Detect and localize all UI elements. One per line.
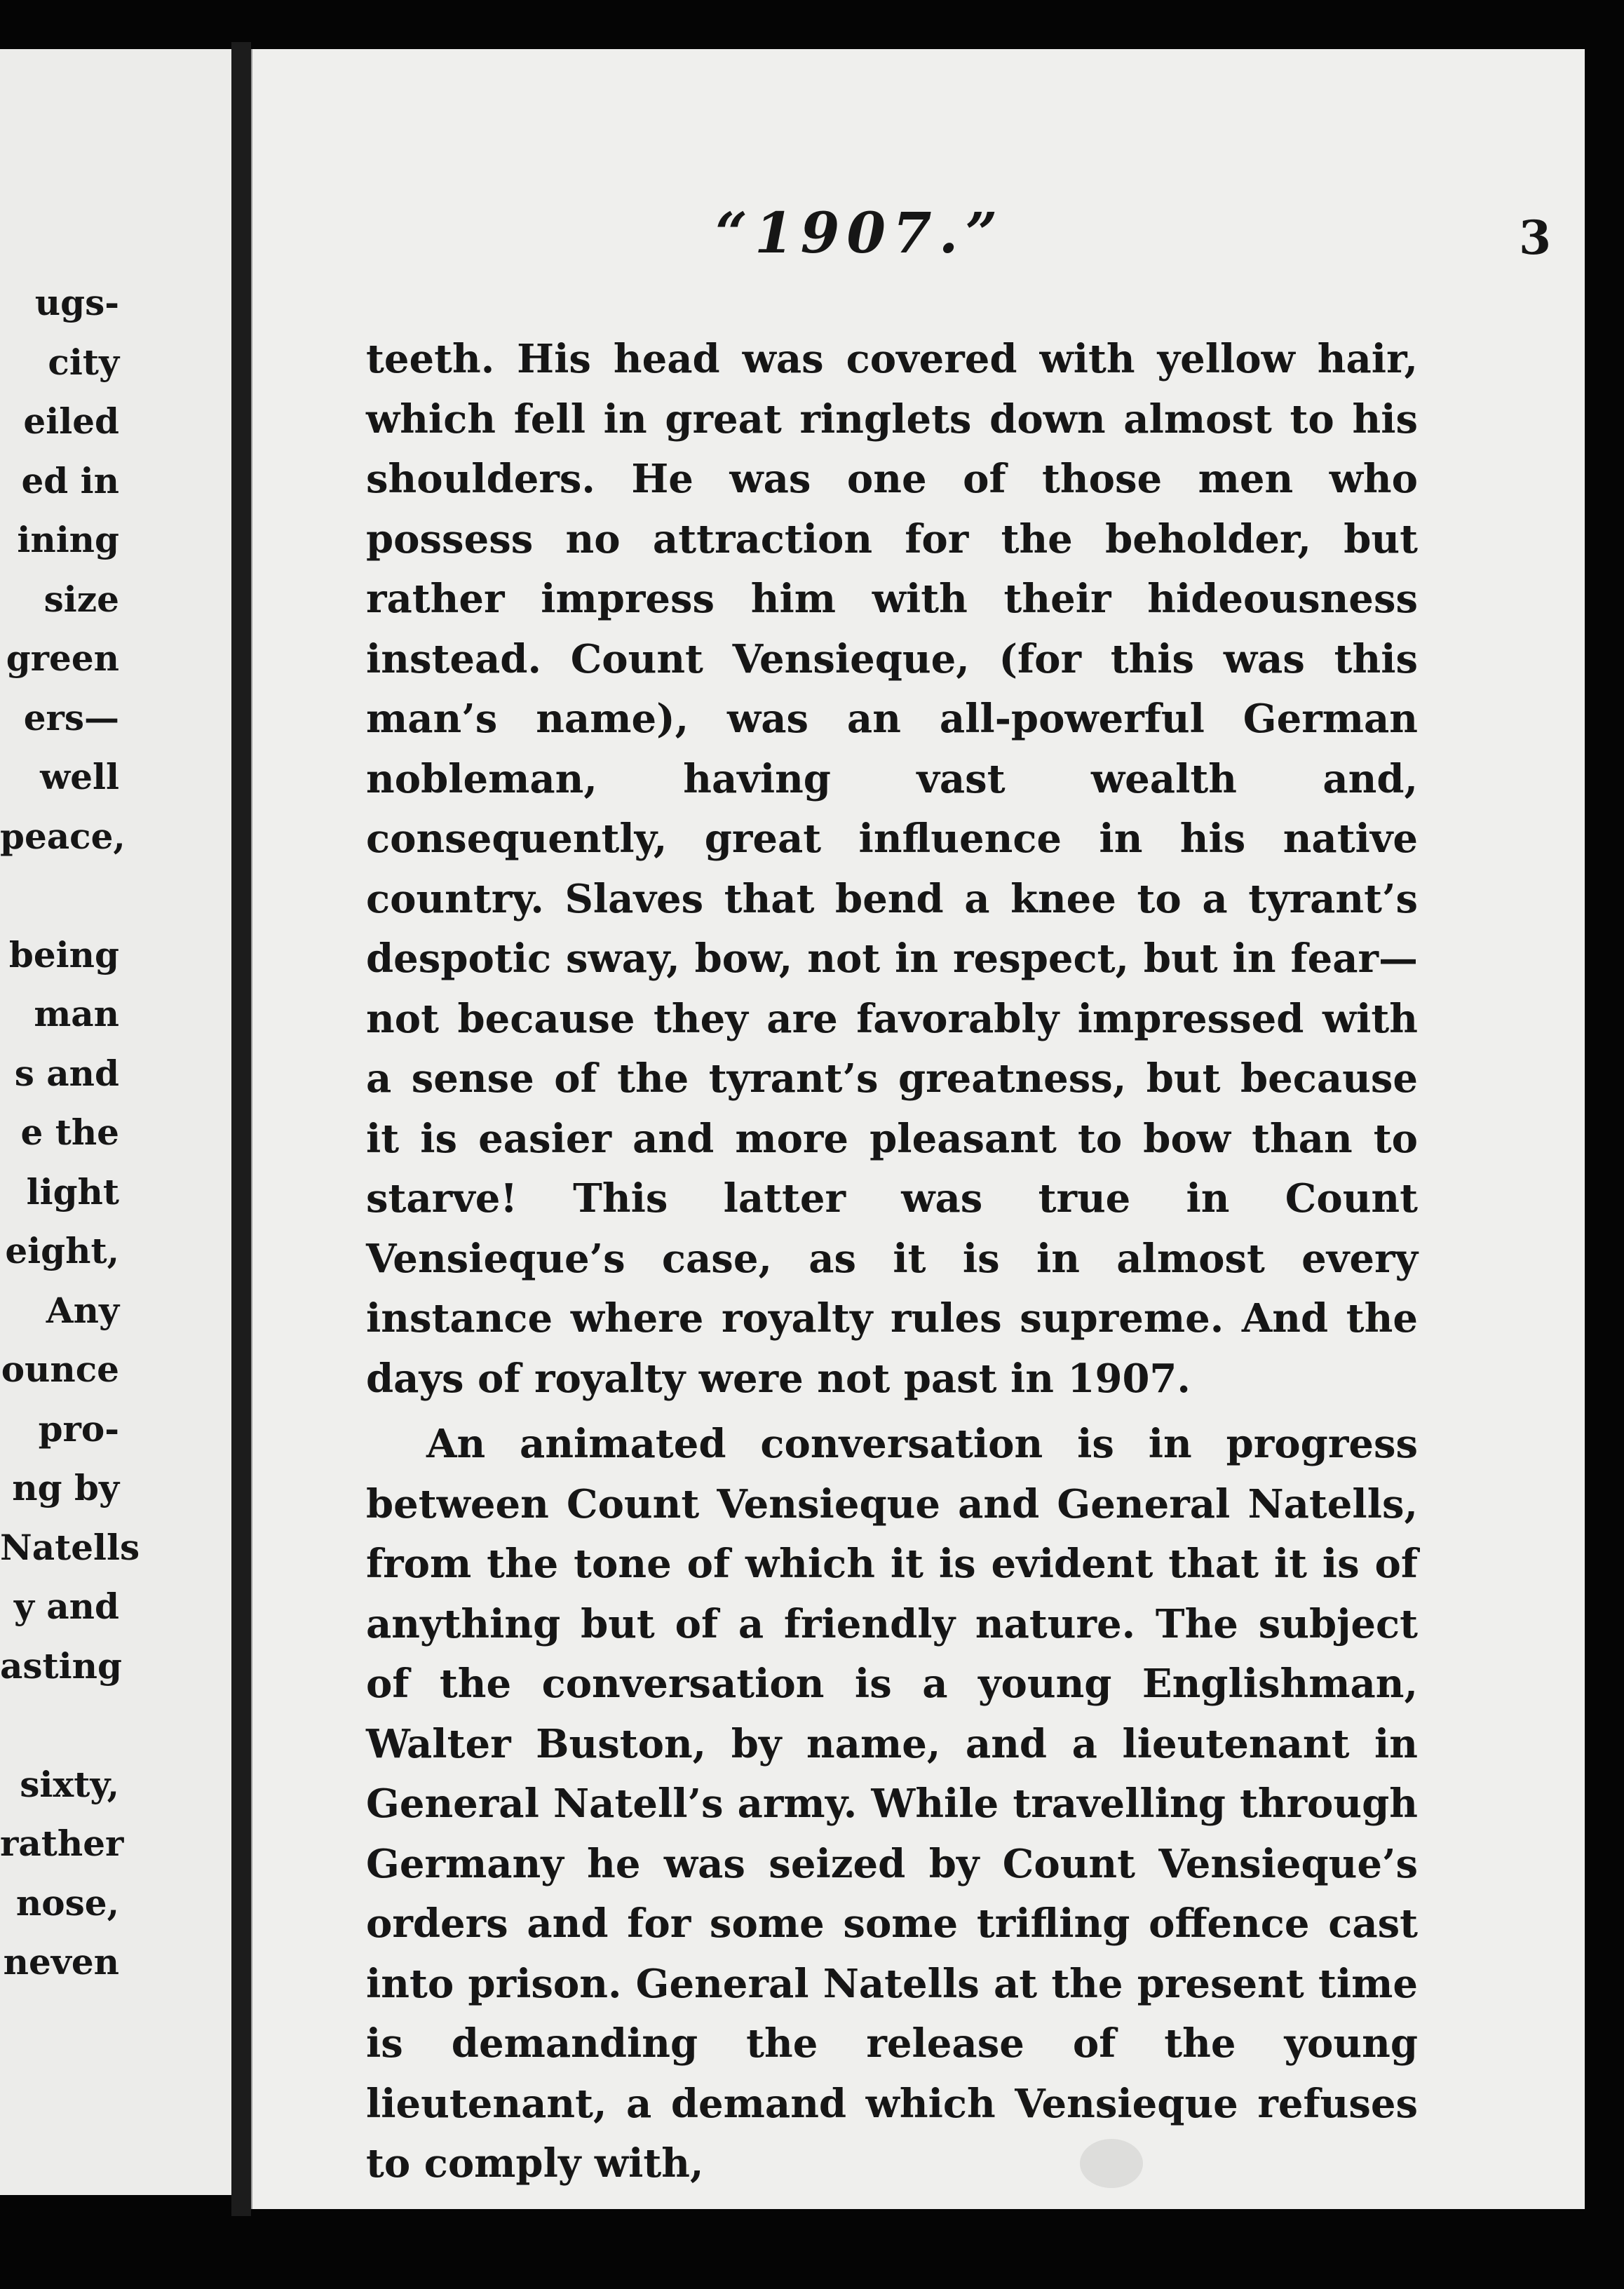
paragraph: teeth. His head was covered with yellow hair, which fell in great ringlets down almost to his shoulders. He was one of those men who possess no attraction for the beholder, but rather impress him with their hideousness instead. Count Vensieque, (for this was this man’s name), was an all-powerful German nobleman, having vast wealth and, consequently, great influence in his native country. Slaves that bend a knee to a tyrant’s despotic sway, bow, not in respect, but in fear—not because they are favorably impressed with a sense of the tyrant’s greatness, but because it is easier and more pleasant to bow than to starve! This latter was true in Count Vensieque’s case, as it is in almost every instance where royalty rules supreme. And the days of royalty were not past in 1907. [366,336,1418,1402]
left-fragment-line: green [6,637,119,679]
left-fragment-line: nose, [15,1882,119,1924]
left-fragment-line: e the [20,1112,119,1153]
left-fragment-line: ng by [12,1467,119,1508]
left-fragment-line: pro- [38,1407,119,1450]
left-page-text-fragments [0,274,224,1992]
left-fragment-line: well [40,756,119,797]
left-fragment-line: neven [3,1941,119,1983]
page-number: 3 [1519,210,1551,265]
left-fragment-line: asting [0,1645,122,1687]
left-fragment-line: eiled [23,400,119,442]
left-fragment-line: size [43,578,119,620]
left-fragment-line: peace, [0,815,126,857]
left-fragment-line: eight, [5,1230,119,1271]
left-fragment-line: light [26,1170,119,1213]
left-fragment-line: man [34,993,119,1034]
left-fragment-line: Natells [0,1526,140,1568]
left-fragment-line: rather [0,1823,124,1864]
book-gutter [231,42,251,2216]
left-page [0,49,238,2195]
left-fragment-line: s and [14,1052,119,1094]
body-text [366,330,1418,2194]
left-fragment-line: sixty, [20,1763,119,1805]
left-fragment-line: Any [46,1289,119,1331]
paragraph: An animated conversation is in progress between Count Vensieque and General Natells, from the tone of which it is evident that it is of anything but of a friendly nature. The subject of the conversation is a young Englishman, Walter Buston, by name, and a lieutenant in General Natell’s army. While travelling through Germany he was seized by Count Vensieque’s orders and for some some trifling offence cast into prison. General Natells at the present time is demanding the release of the young lieutenant, a demand which Vensieque refuses to comply with, [366,1421,1418,2187]
left-fragment-line [0,1696,119,1755]
left-fragment-line: ed in [21,459,119,501]
left-fragment-line: ining [17,519,119,560]
left-fragment-line: city [48,341,119,383]
running-head: “1907.” [715,200,1005,266]
left-fragment-line: being [8,933,119,975]
left-fragment-line: y and [13,1586,119,1627]
left-fragment-line [0,866,119,926]
left-fragment-line: ugs- [34,282,119,323]
right-page [251,49,1585,2209]
left-fragment-line: ounce [1,1349,119,1390]
left-fragment-line: ers— [23,696,119,738]
